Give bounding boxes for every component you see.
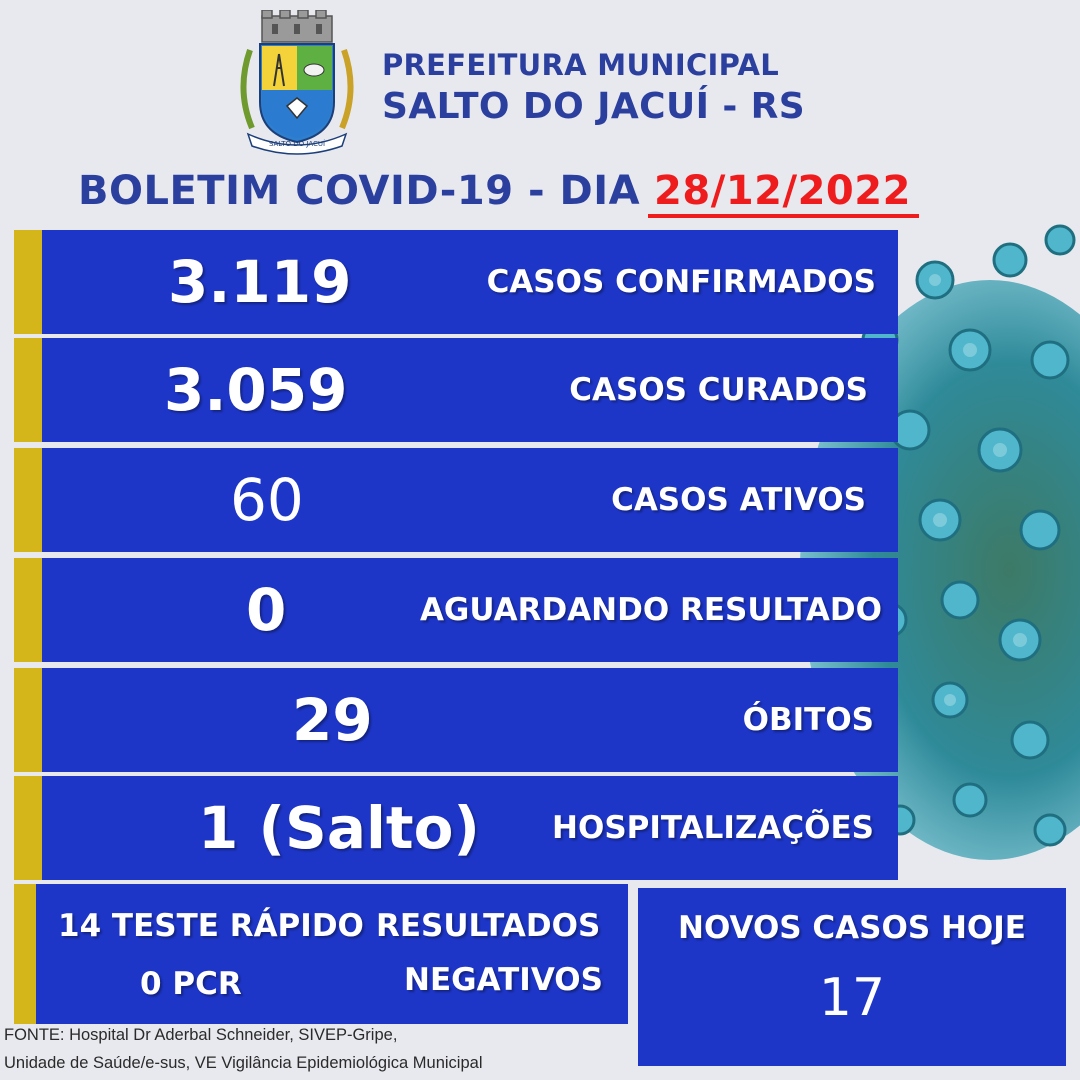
stat-value: 60 [230, 466, 304, 534]
stat-value: 29 [292, 686, 373, 754]
bulletin-label: BOLETIM COVID-19 - DIA [78, 168, 641, 214]
prefecture-title: PREFEITURA MUNICIPAL [382, 48, 780, 82]
row-accent-bar [14, 558, 42, 662]
rapid-tests-text: 14 TESTE RÁPIDO [58, 908, 364, 944]
row-accent-bar [14, 668, 42, 772]
municipal-crest-logo [232, 10, 362, 156]
tests-box [14, 884, 628, 1024]
stat-label: AGUARDANDO RESULTADO [419, 592, 882, 628]
city-title: SALTO DO JACUÍ - RS [382, 86, 806, 127]
row-accent-bar [14, 776, 42, 880]
source-line-1: FONTE: Hospital Dr Aderbal Schneider, SIVEP-Gripe, [4, 1026, 398, 1044]
source-line-2: Unidade de Saúde/e-sus, VE Vigilância Epidemiológica Municipal [4, 1054, 483, 1072]
results-label-line2: NEGATIVOS [404, 962, 603, 998]
stat-row-pending [14, 558, 898, 662]
stat-value: 1 (Salto) [198, 794, 480, 862]
stat-row-confirmed [14, 230, 898, 334]
stat-value: 3.119 [168, 248, 352, 316]
svg-text:SALTO DO JACUÍ: SALTO DO JACUÍ [268, 140, 326, 148]
stat-row-hospitalizations [14, 776, 898, 880]
bulletin-heading [78, 168, 919, 218]
stat-value: 0 [246, 576, 287, 644]
stat-row-recovered [14, 338, 898, 442]
box-accent-bar [14, 884, 36, 1024]
new-cases-box [638, 888, 1066, 1066]
row-accent-bar [14, 230, 42, 334]
stat-row-active [14, 448, 898, 552]
stat-label: CASOS ATIVOS [611, 482, 866, 518]
bulletin-date: 28/12/2022 [648, 168, 919, 218]
stat-label: HOSPITALIZAÇÕES [552, 810, 874, 846]
stat-label: ÓBITOS [742, 702, 874, 738]
stat-label: CASOS CONFIRMADOS [486, 264, 876, 300]
pcr-tests-text: 0 PCR [140, 966, 242, 1002]
stat-value: 3.059 [164, 356, 348, 424]
results-label-line1: RESULTADOS [376, 908, 601, 944]
new-cases-label: NOVOS CASOS HOJE [678, 910, 1026, 946]
row-accent-bar [14, 448, 42, 552]
stat-row-deaths [14, 668, 898, 772]
row-accent-bar [14, 338, 42, 442]
stat-label: CASOS CURADOS [569, 372, 868, 408]
new-cases-value: 17 [818, 968, 886, 1028]
